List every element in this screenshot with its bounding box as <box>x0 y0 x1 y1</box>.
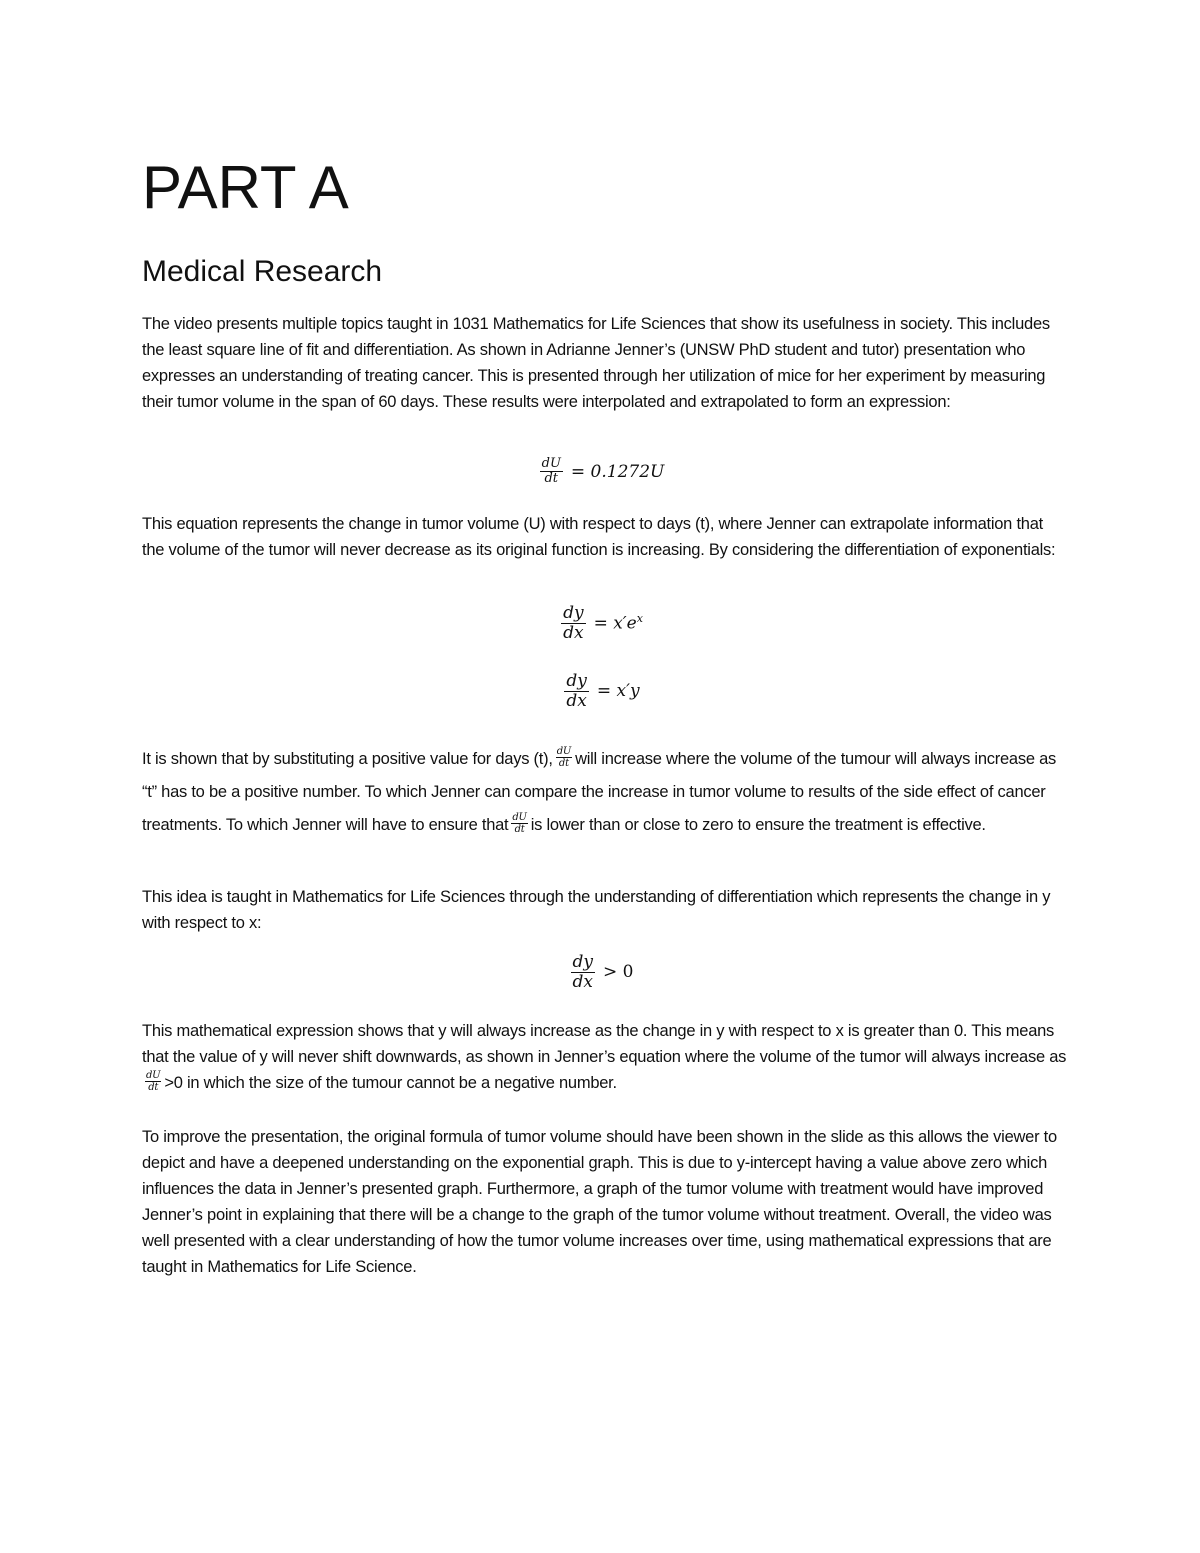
paragraph-improvement: To improve the presentation, the original formula of tumor volume should have been shown in the slide as this allows the viewer to depict and have a deepened understanding on the exponential graph. This is due to y-intercept having a value above zero which influences the data in Jenner’s presented graph. Furthermore, a graph of the tumor volume with treatment would have improved Jenner’s point in explaining that there will be a change to the graph of the tumor volume without treatment. Overall, the video was well presented with a clear understanding of how the tumor volume increases over time, using mathematical expressions that are taught in Mathematics for Life Science. <box>142 1128 1057 1276</box>
section-heading: Medical Research <box>142 255 383 288</box>
equation-positive-derivative <box>0 953 1200 991</box>
equation-tumor-growth <box>0 457 1200 487</box>
equation-fraction: $\frac{dy}{dx}$ <box>566 671 587 711</box>
paragraph-interpretation: This mathematical expression shows that y will always increase as the change in y with respect to x is greater than 0. This means that the value of y will never shift downwards, as shown in Jenner’s equation where the volume of the tumor will always increase as $\frac{dU}{dt}$ >0 in which the size of the tumour cannot be a negative number. <box>142 1022 1067 1094</box>
equation-fraction: $\frac{dy}{dx}$ <box>572 952 594 992</box>
paragraph-intro: The video presents multiple topics taught in 1031 Mathematics for Life Sciences that show its usefulness in society. This includes the least square line of fit and differentiation. As shown in Adrianne Jenner’s (UNSW PhD student and tutor) presentation who expresses an understanding of treating cancer. This is presented through her utilization of mice for her experiment by measuring their tumor volume in the span of 60 days. These results were interpolated and extrapolated to form an expression: <box>142 315 1050 411</box>
inline-fraction: $\frac{dU}{dt}$ <box>512 811 527 836</box>
equation-rhs: = 0.1272U <box>570 461 665 482</box>
page-title: PART A <box>142 154 349 221</box>
inline-fraction: $\frac{dU}{dt}$ <box>146 1069 161 1094</box>
equation-rhs: = x′y <box>596 681 640 702</box>
equation-derivative-y <box>0 672 1200 710</box>
inline-fraction: $\frac{dU}{dt}$ <box>556 745 572 770</box>
equation-fraction: $\frac{dy}{dx}$ <box>563 603 584 643</box>
equation-exponential-derivative <box>0 604 1200 642</box>
equation-rhs: = $x'e^x$ <box>593 612 643 635</box>
paragraph-teaching: This idea is taught in Mathematics for Life Sciences through the understanding of differentiation which represents the change in y with respect to x: <box>142 888 1051 932</box>
equation-rhs: > 0 <box>603 962 634 983</box>
paragraph-substitution: It is shown that by substituting a positive value for days (t), $\frac{dU}{dt}$ will increase where the volume of the tumour will always increase as “t” has to be a positive number. To which Jenner can compare the increase in tumor volume to results of the side effect of cancer treatments. To which Jenner will have to ensure that $\frac{dU}{dt}$ is lower than or close to zero to ensure the treatment is effective. <box>142 745 1057 836</box>
paragraph-explanation: This equation represents the change in tumor volume (U) with respect to days (t), where Jenner can extrapolate information that the volume of the tumor will never decrease as its original function is increasing. By considering the differentiation of exponentials: <box>142 515 1056 559</box>
equation-fraction: $\frac{dU}{dt}$ <box>541 456 561 487</box>
